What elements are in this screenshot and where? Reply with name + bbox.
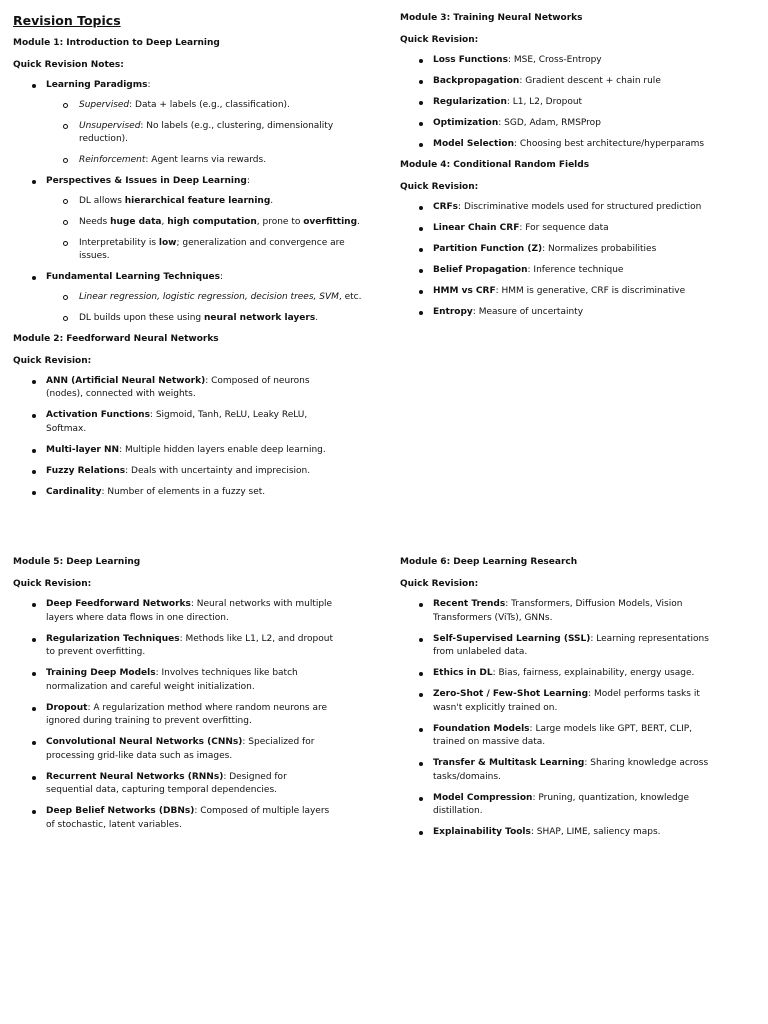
item-emphasis: Linear regression, logistic regression, decision trees, SVM [79, 291, 339, 302]
list-item [400, 201, 760, 215]
sub-list [46, 195, 373, 264]
list-item [13, 771, 333, 798]
item-text: Needs [79, 216, 111, 227]
item-text: : Deals with uncertainty and imprecision. [125, 465, 311, 476]
item-label: Convolutional Neural Networks (CNNs) [46, 737, 243, 747]
item-text: : Discriminative models used for structured prediction [458, 202, 702, 212]
sub-list-item [46, 154, 373, 168]
item-text: : Bias, fairness, explainability, energy usage. [492, 668, 695, 678]
list-item [13, 271, 373, 325]
module-1-heading: Module 1: Introduction to Deep Learning [13, 38, 220, 48]
sub-list-item [46, 291, 373, 305]
item-text: : Composed of neurons (nodes), connected with weights. [46, 375, 310, 399]
list-item [400, 96, 760, 110]
item-text: : Normalizes probabilities [542, 244, 657, 254]
module-2-quick-revision-label: Quick Revision: [13, 355, 92, 366]
list-item [13, 736, 333, 763]
sub-list [46, 99, 373, 168]
module-3-list [400, 54, 760, 152]
item-label: Multi-layer NN [46, 444, 120, 455]
item-text: : Gradient descent + chain rule [519, 76, 661, 86]
list-item [13, 175, 373, 264]
item-label: Loss Functions [433, 55, 508, 65]
item-label: Regularization [433, 97, 507, 107]
item-text: : No labels (e.g., clustering, dimensionality reduction). [79, 120, 334, 144]
item-label: ANN (Artificial Neural Network) [46, 375, 206, 386]
module-5-heading: Module 5: Deep Learning [13, 557, 141, 567]
list-item [400, 285, 760, 299]
item-label: Deep Belief Networks (DBNs) [46, 806, 195, 816]
item-text: : Methods like L1, L2, and dropout to prevent overfitting. [46, 633, 333, 657]
list-item [13, 444, 333, 458]
module-6-quick-revision-label: Quick Revision: [400, 579, 479, 589]
module-4-heading: Module 4: Conditional Random Fields [400, 160, 590, 170]
list-item [400, 826, 720, 840]
item-text: : Neural networks with multiple layers where data flows in one direction. [46, 599, 333, 623]
list-item [13, 79, 373, 168]
item-text: ; generalization and convergence are issues. [79, 237, 345, 261]
item-text: , etc. [338, 291, 362, 302]
item-text: : Number of elements in a fuzzy set. [101, 486, 266, 497]
list-item [400, 598, 720, 625]
module-2-list [13, 375, 333, 500]
item-text: : L1, L2, Dropout [506, 97, 583, 107]
item-label: Entropy [433, 307, 473, 317]
list-item [13, 409, 333, 436]
list-item [400, 117, 760, 131]
item-text: : SHAP, LIME, saliency maps. [530, 827, 661, 837]
sub-list [46, 291, 373, 326]
list-item [400, 792, 720, 819]
sub-list-item [46, 312, 373, 326]
item-label: Self-Supervised Learning (SSL) [433, 633, 591, 644]
item-text: : A regularization method where random neurons are ignored during training to prevent overfitting. [46, 702, 328, 726]
item-label: Transfer & Multitask Learning [433, 758, 585, 768]
item-label: Optimization [433, 118, 499, 128]
item-label: Linear Chain CRF [433, 223, 520, 233]
item-text: : Model performs tasks it wasn't explicitly trained on. [433, 689, 700, 713]
item-text: : Designed for sequential data, capturing temporal dependencies. [46, 771, 287, 795]
module-5-list [13, 598, 333, 832]
item-text: , [161, 216, 168, 227]
item-text: : SGD, Adam, RMSProp [498, 118, 601, 128]
item-text: . [357, 216, 360, 227]
item-label: Learning Paradigms [46, 80, 148, 90]
item-emphasis: overfitting [303, 216, 358, 227]
item-text: : MSE, Cross-Entropy [507, 55, 602, 65]
module-4-list [400, 201, 760, 320]
item-label: Reinforcement [79, 155, 146, 165]
sub-list-item [46, 99, 373, 113]
item-text: : Measure of uncertainty [472, 307, 584, 317]
list-item [400, 633, 720, 660]
item-text: : Involves techniques like batch normalization and careful weight initialization. [46, 668, 298, 692]
list-item [400, 243, 760, 257]
module-3-quick-revision-label: Quick Revision: [400, 35, 479, 45]
module-3-heading: Module 3: Training Neural Networks [400, 13, 583, 23]
item-text: : Specialized for processing grid-like data such as images. [46, 737, 315, 761]
list-item [13, 375, 333, 402]
item-label: Belief Propagation [433, 265, 528, 275]
item-text: . [270, 195, 274, 206]
document-title: Revision Topics [13, 13, 121, 28]
sub-list-item [46, 216, 373, 230]
item-label: Zero-Shot / Few-Shot Learning [433, 689, 589, 699]
left-column-bottom [13, 556, 373, 840]
item-text: DL allows [79, 195, 125, 206]
item-label: Ethics in DL [433, 668, 493, 678]
list-item [13, 667, 333, 694]
module-1-quick-revision-label: Quick Revision Notes: [13, 60, 124, 70]
item-label: Backpropagation [433, 76, 520, 86]
item-emphasis: neural network layers [204, 312, 316, 323]
list-item [400, 222, 760, 236]
list-item [400, 667, 720, 681]
item-label: Training Deep Models [46, 668, 156, 678]
item-label: Perspectives & Issues in Deep Learning [46, 176, 247, 186]
item-label: CRFs [433, 202, 459, 212]
list-item [400, 75, 760, 89]
item-text: : Data + labels (e.g., classification). [129, 99, 290, 110]
item-emphasis: huge data [110, 216, 162, 227]
list-item [13, 465, 333, 479]
item-text: : Transformers, Diffusion Models, Vision Transformers (ViTs), GNNs. [433, 599, 683, 623]
item-label: Fuzzy Relations [46, 465, 126, 476]
item-text: : Agent learns via rewards. [145, 155, 267, 165]
item-text: : Choosing best architecture/hyperparams [514, 139, 705, 149]
item-text: : Learning representations from unlabeled data. [433, 633, 709, 657]
item-text: : Sigmoid, Tanh, ReLU, Leaky ReLU, Softmax. [46, 410, 308, 434]
item-label: Foundation Models [433, 723, 530, 734]
sub-list-item [46, 120, 373, 147]
item-text: : Pruning, quantization, knowledge distillation. [433, 792, 690, 816]
list-item [400, 54, 760, 68]
item-label: Cardinality [46, 486, 102, 497]
item-label: Unsupervised [79, 120, 141, 131]
module-6-heading: Module 6: Deep Learning Research [400, 557, 578, 567]
list-item [400, 138, 760, 152]
item-label: Recurrent Neural Networks (RNNs) [46, 771, 224, 782]
item-label: Explainability Tools [433, 827, 531, 837]
item-text: : Inference technique [527, 265, 624, 275]
list-item [13, 486, 333, 500]
list-item [400, 264, 760, 278]
list-item [13, 598, 333, 625]
module-2-heading: Module 2: Feedforward Neural Networks [13, 333, 219, 344]
item-label: Activation Functions [46, 410, 150, 420]
item-text: : [246, 176, 250, 186]
item-text: : Multiple hidden layers enable deep learning. [119, 444, 326, 455]
item-label: Supervised [79, 99, 130, 110]
item-text: : For sequence data [519, 223, 609, 233]
list-item [400, 757, 720, 784]
sub-list-item [46, 195, 373, 209]
item-emphasis: low [158, 237, 177, 248]
list-item [400, 723, 720, 750]
left-column-top [13, 12, 373, 507]
item-text: . [315, 312, 319, 323]
item-text: : Large models like GPT, BERT, CLIP, trained on massive data. [433, 723, 693, 747]
item-text: : HMM is generative, CRF is discriminative [495, 286, 686, 296]
sub-list-item [46, 237, 373, 264]
list-item [13, 633, 333, 660]
list-item [400, 688, 720, 715]
item-text: Interpretability is [79, 237, 159, 248]
list-item [13, 805, 333, 832]
module-6-list [400, 598, 720, 840]
module-1-list [13, 79, 373, 325]
item-label: Deep Feedforward Networks [46, 599, 191, 609]
item-text: , prone to [256, 216, 304, 227]
right-column-top [400, 12, 760, 327]
item-emphasis: high computation [167, 216, 257, 227]
item-label: Partition Function (Z) [433, 244, 543, 254]
item-label: Model Compression [433, 792, 533, 803]
item-text: DL builds upon these using [79, 312, 205, 323]
item-emphasis: hierarchical feature learning [124, 195, 271, 206]
item-label: Dropout [46, 702, 88, 713]
item-label: HMM vs CRF [433, 286, 496, 296]
list-item [13, 702, 333, 729]
list-item [400, 306, 760, 320]
item-text: : Composed of multiple layers of stochastic, latent variables. [46, 806, 330, 830]
item-text: : [219, 272, 223, 282]
item-text: : Sharing knowledge across tasks/domains. [433, 758, 709, 782]
right-column-bottom [400, 556, 760, 847]
item-label: Regularization Techniques [46, 633, 180, 644]
item-label: Fundamental Learning Techniques [46, 272, 220, 282]
module-4-quick-revision-label: Quick Revision: [400, 182, 479, 192]
item-label: Recent Trends [433, 599, 506, 609]
item-label: Model Selection [433, 139, 514, 149]
item-text: : [147, 80, 151, 90]
module-5-quick-revision-label: Quick Revision: [13, 579, 92, 589]
